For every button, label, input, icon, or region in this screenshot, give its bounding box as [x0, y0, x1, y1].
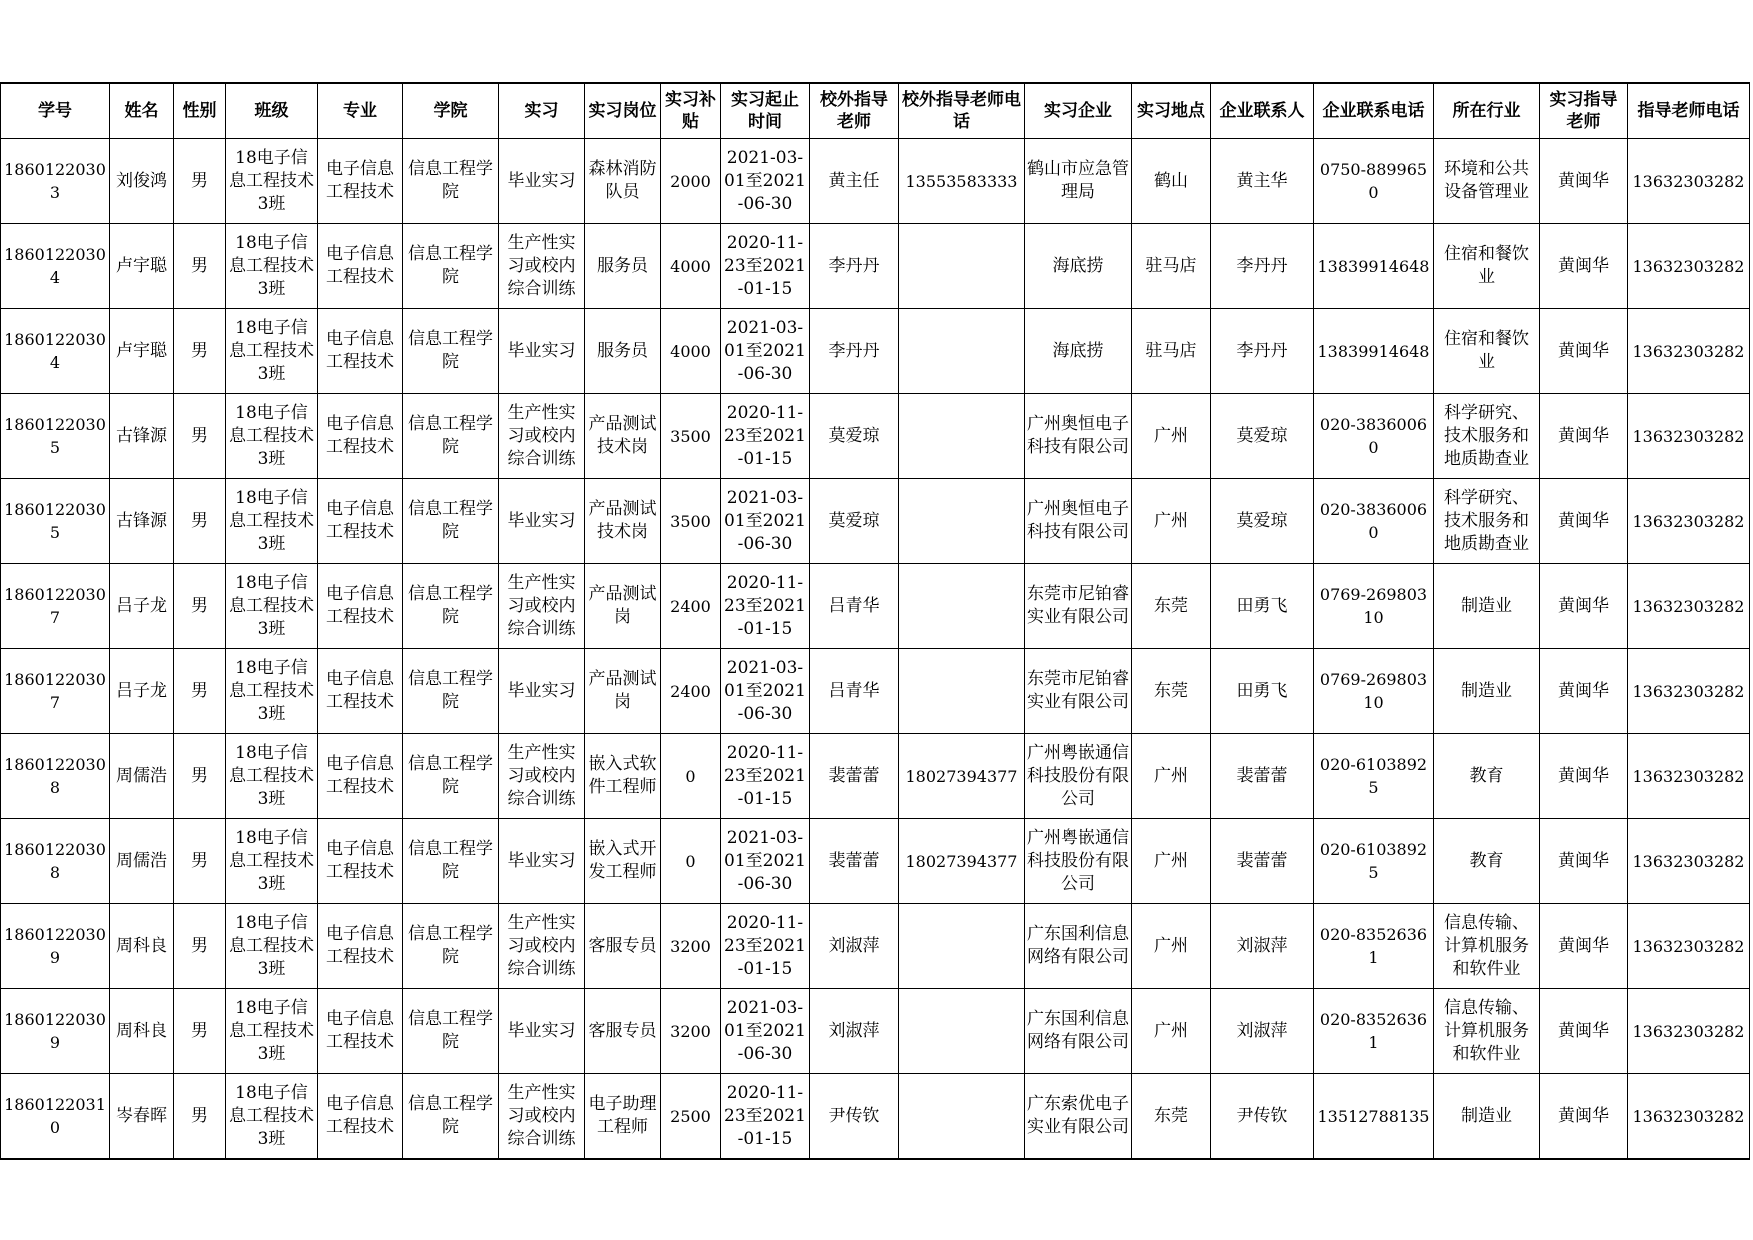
table-cell: 3500 [661, 479, 721, 564]
table-cell: 13839914648 [1314, 309, 1434, 394]
table-cell: 020-61038925 [1314, 819, 1434, 904]
col-header: 校外指导老师 [810, 83, 899, 139]
table-cell: 卢宇聪 [110, 309, 174, 394]
table-cell: 男 [174, 1074, 226, 1160]
col-header: 实习地点 [1132, 83, 1211, 139]
table-cell: 男 [174, 904, 226, 989]
table-cell: 电子信息工程技术 [318, 734, 403, 819]
table-cell: 13632303282 [1628, 734, 1750, 819]
col-header: 所在行业 [1434, 83, 1540, 139]
table-cell: 莫爱琼 [1211, 394, 1314, 479]
table-row [1, 394, 1750, 479]
col-header: 实习补贴 [661, 83, 721, 139]
table-cell: 18601220307 [1, 564, 110, 649]
col-header: 姓名 [110, 83, 174, 139]
table-cell: 广东索优电子实业有限公司 [1025, 1074, 1132, 1160]
table-cell: 教育 [1434, 819, 1540, 904]
table-cell [899, 479, 1025, 564]
table-cell: 男 [174, 479, 226, 564]
table-cell: 客服专员 [585, 904, 661, 989]
table-cell: 住宿和餐饮业 [1434, 309, 1540, 394]
table-cell: 男 [174, 394, 226, 479]
table-cell: 男 [174, 734, 226, 819]
table-cell: 18电子信息工程技术3班 [226, 139, 318, 224]
table-cell: 黄闽华 [1540, 139, 1628, 224]
table-cell: 鹤山市应急管理局 [1025, 139, 1132, 224]
table-cell: 产品测试技术岗 [585, 394, 661, 479]
table-cell: 13632303282 [1628, 904, 1750, 989]
table-cell: 信息工程学院 [403, 819, 499, 904]
table-cell: 2021-03-01至2021-06-30 [721, 989, 810, 1074]
col-header: 校外指导老师电话 [899, 83, 1025, 139]
table-cell: 3200 [661, 989, 721, 1074]
table-cell: 毕业实习 [499, 479, 585, 564]
col-header: 性别 [174, 83, 226, 139]
table-cell: 刘淑萍 [1211, 904, 1314, 989]
table-cell: 裴蕾蕾 [810, 734, 899, 819]
col-header: 学院 [403, 83, 499, 139]
table-cell: 男 [174, 989, 226, 1074]
table-cell: 男 [174, 564, 226, 649]
table-cell: 电子助理工程师 [585, 1074, 661, 1160]
header-row [1, 83, 1750, 139]
table-cell: 黄闽华 [1540, 479, 1628, 564]
table-cell: 18027394377 [899, 734, 1025, 819]
table-cell: 黄闽华 [1540, 734, 1628, 819]
table-cell: 2021-03-01至2021-06-30 [721, 139, 810, 224]
table-cell: 刘俊鸿 [110, 139, 174, 224]
table-cell: 广州 [1132, 819, 1211, 904]
table-cell: 广东国利信息网络有限公司 [1025, 904, 1132, 989]
table-cell: 13632303282 [1628, 309, 1750, 394]
table-cell: 广州 [1132, 479, 1211, 564]
table-cell: 信息工程学院 [403, 989, 499, 1074]
table-cell: 18601220308 [1, 734, 110, 819]
table-cell: 男 [174, 139, 226, 224]
table-cell [899, 309, 1025, 394]
table-cell: 2020-11-23至2021-01-15 [721, 904, 810, 989]
table-cell: 13553583333 [899, 139, 1025, 224]
table-cell: 13632303282 [1628, 479, 1750, 564]
table-cell: 18601220305 [1, 394, 110, 479]
table-cell: 海底捞 [1025, 309, 1132, 394]
table-cell: 0769-26980310 [1314, 649, 1434, 734]
col-header: 实习岗位 [585, 83, 661, 139]
table-cell: 2500 [661, 1074, 721, 1160]
table-cell: 黄闽华 [1540, 904, 1628, 989]
table-row [1, 479, 1750, 564]
table-cell: 电子信息工程技术 [318, 904, 403, 989]
table-cell: 尹传钦 [810, 1074, 899, 1160]
table-cell: 电子信息工程技术 [318, 309, 403, 394]
table-row [1, 904, 1750, 989]
table-cell: 18601220309 [1, 904, 110, 989]
table-cell: 2021-03-01至2021-06-30 [721, 819, 810, 904]
table-cell: 毕业实习 [499, 139, 585, 224]
table-cell: 信息工程学院 [403, 904, 499, 989]
table-cell: 住宿和餐饮业 [1434, 224, 1540, 309]
table-cell: 吕青华 [810, 564, 899, 649]
table-cell: 信息工程学院 [403, 1074, 499, 1160]
col-header: 实习 [499, 83, 585, 139]
table-cell: 黄闽华 [1540, 819, 1628, 904]
table-cell: 广州奥恒电子科技有限公司 [1025, 479, 1132, 564]
table-cell [899, 649, 1025, 734]
table-row [1, 564, 1750, 649]
table-row [1, 309, 1750, 394]
table-cell: 广州粤嵌通信科技股份有限公司 [1025, 734, 1132, 819]
table-row [1, 989, 1750, 1074]
table-cell: 东莞 [1132, 564, 1211, 649]
table-cell: 刘淑萍 [810, 989, 899, 1074]
table-cell: 18601220308 [1, 819, 110, 904]
table-cell: 生产性实习或校内综合训练 [499, 564, 585, 649]
table-cell: 13839914648 [1314, 224, 1434, 309]
table-cell: 产品测试岗 [585, 649, 661, 734]
table-cell: 尹传钦 [1211, 1074, 1314, 1160]
table-cell: 男 [174, 649, 226, 734]
table-cell: 信息工程学院 [403, 564, 499, 649]
table-cell [899, 904, 1025, 989]
table-cell: 黄闽华 [1540, 1074, 1628, 1160]
table-cell: 信息工程学院 [403, 734, 499, 819]
table-cell: 生产性实习或校内综合训练 [499, 394, 585, 479]
table-cell: 刘淑萍 [1211, 989, 1314, 1074]
table-cell: 电子信息工程技术 [318, 479, 403, 564]
table-cell: 信息工程学院 [403, 139, 499, 224]
table-cell: 吕子龙 [110, 649, 174, 734]
table-cell: 0 [661, 734, 721, 819]
table-cell: 电子信息工程技术 [318, 1074, 403, 1160]
table-cell: 2021-03-01至2021-06-30 [721, 479, 810, 564]
col-header: 指导老师电话 [1628, 83, 1750, 139]
table-cell: 2400 [661, 564, 721, 649]
table-cell: 制造业 [1434, 649, 1540, 734]
table-body [1, 139, 1750, 1160]
table-cell: 生产性实习或校内综合训练 [499, 1074, 585, 1160]
table-cell: 信息工程学院 [403, 649, 499, 734]
table-cell: 李丹丹 [810, 309, 899, 394]
table-cell: 电子信息工程技术 [318, 224, 403, 309]
table-cell [899, 564, 1025, 649]
col-header: 实习起止时间 [721, 83, 810, 139]
table-cell: 13632303282 [1628, 394, 1750, 479]
table-cell: 驻马店 [1132, 309, 1211, 394]
internship-table [0, 82, 1750, 1160]
table-cell: 2400 [661, 649, 721, 734]
table-cell: 电子信息工程技术 [318, 819, 403, 904]
table-cell [899, 224, 1025, 309]
table-cell: 生产性实习或校内综合训练 [499, 904, 585, 989]
table-cell: 18027394377 [899, 819, 1025, 904]
table-cell: 信息传输、计算机服务和软件业 [1434, 989, 1540, 1074]
table-cell: 电子信息工程技术 [318, 394, 403, 479]
table-cell: 广州 [1132, 989, 1211, 1074]
table-cell: 18601220309 [1, 989, 110, 1074]
table-cell: 制造业 [1434, 1074, 1540, 1160]
table-cell: 2021-03-01至2021-06-30 [721, 309, 810, 394]
table-cell: 4000 [661, 224, 721, 309]
table-cell: 18电子信息工程技术3班 [226, 224, 318, 309]
table-cell: 田勇飞 [1211, 564, 1314, 649]
table-cell: 服务员 [585, 309, 661, 394]
table-cell: 18电子信息工程技术3班 [226, 564, 318, 649]
table-cell: 古锋源 [110, 394, 174, 479]
table-cell: 广州 [1132, 734, 1211, 819]
table-row [1, 819, 1750, 904]
table-cell: 13632303282 [1628, 649, 1750, 734]
table-cell: 毕业实习 [499, 989, 585, 1074]
table-cell: 黄闽华 [1540, 649, 1628, 734]
table-cell: 020-61038925 [1314, 734, 1434, 819]
table-cell: 020-83526361 [1314, 989, 1434, 1074]
table-cell: 东莞市尼铂睿实业有限公司 [1025, 649, 1132, 734]
table-cell: 18601220307 [1, 649, 110, 734]
table-row [1, 649, 1750, 734]
table-cell: 裴蕾蕾 [810, 819, 899, 904]
table-cell: 海底捞 [1025, 224, 1132, 309]
table-cell: 18电子信息工程技术3班 [226, 819, 318, 904]
table-cell: 信息工程学院 [403, 479, 499, 564]
table-cell: 18电子信息工程技术3班 [226, 989, 318, 1074]
table-cell: 男 [174, 309, 226, 394]
table-cell: 裴蕾蕾 [1211, 819, 1314, 904]
table-cell: 黄闽华 [1540, 564, 1628, 649]
table-cell: 黄闽华 [1540, 394, 1628, 479]
table-row [1, 734, 1750, 819]
table-cell: 男 [174, 224, 226, 309]
table-cell: 2000 [661, 139, 721, 224]
table-cell: 18电子信息工程技术3班 [226, 649, 318, 734]
col-header: 实习指导老师 [1540, 83, 1628, 139]
table-cell [899, 989, 1025, 1074]
table-cell: 信息工程学院 [403, 394, 499, 479]
table-cell: 18601220310 [1, 1074, 110, 1160]
table-cell: 电子信息工程技术 [318, 139, 403, 224]
col-header: 企业联系人 [1211, 83, 1314, 139]
table-cell: 男 [174, 819, 226, 904]
table-cell: 18电子信息工程技术3班 [226, 309, 318, 394]
table-cell: 东莞 [1132, 1074, 1211, 1160]
table-cell: 4000 [661, 309, 721, 394]
table-cell: 莫爱琼 [810, 394, 899, 479]
table-cell: 吕青华 [810, 649, 899, 734]
table-cell [899, 394, 1025, 479]
table-cell: 2020-11-23至2021-01-15 [721, 394, 810, 479]
table-cell: 13512788135 [1314, 1074, 1434, 1160]
table-cell: 18电子信息工程技术3班 [226, 904, 318, 989]
table-cell: 黄主任 [810, 139, 899, 224]
col-header: 学号 [1, 83, 110, 139]
table-cell: 裴蕾蕾 [1211, 734, 1314, 819]
col-header: 班级 [226, 83, 318, 139]
table-cell: 0 [661, 819, 721, 904]
table-cell: 周科良 [110, 904, 174, 989]
table-cell: 李丹丹 [1211, 309, 1314, 394]
table-cell: 周儒浩 [110, 734, 174, 819]
table-cell: 周儒浩 [110, 819, 174, 904]
table-cell: 电子信息工程技术 [318, 564, 403, 649]
table-cell: 毕业实习 [499, 649, 585, 734]
table-cell: 毕业实习 [499, 309, 585, 394]
table-cell: 020-38360060 [1314, 479, 1434, 564]
table-cell: 0750-8899650 [1314, 139, 1434, 224]
table-cell: 黄闽华 [1540, 309, 1628, 394]
table-row [1, 139, 1750, 224]
table-cell: 嵌入式开发工程师 [585, 819, 661, 904]
table-cell: 莫爱琼 [1211, 479, 1314, 564]
table-cell: 科学研究、技术服务和地质勘查业 [1434, 394, 1540, 479]
table-cell: 2021-03-01至2021-06-30 [721, 649, 810, 734]
table-cell: 18601220305 [1, 479, 110, 564]
table-cell: 生产性实习或校内综合训练 [499, 224, 585, 309]
col-header: 实习企业 [1025, 83, 1132, 139]
table-cell: 科学研究、技术服务和地质勘查业 [1434, 479, 1540, 564]
table-cell: 18电子信息工程技术3班 [226, 479, 318, 564]
table-cell: 黄闽华 [1540, 989, 1628, 1074]
table-cell: 信息工程学院 [403, 224, 499, 309]
table-cell: 产品测试岗 [585, 564, 661, 649]
table-cell: 18电子信息工程技术3班 [226, 394, 318, 479]
table-row [1, 1074, 1750, 1160]
table-cell: 2020-11-23至2021-01-15 [721, 1074, 810, 1160]
table-cell: 2020-11-23至2021-01-15 [721, 564, 810, 649]
table-cell: 2020-11-23至2021-01-15 [721, 734, 810, 819]
table-cell: 服务员 [585, 224, 661, 309]
table-cell: 广州 [1132, 904, 1211, 989]
table-cell: 18电子信息工程技术3班 [226, 1074, 318, 1160]
table-cell: 信息工程学院 [403, 309, 499, 394]
table-cell: 毕业实习 [499, 819, 585, 904]
table-row [1, 224, 1750, 309]
table-cell: 周科良 [110, 989, 174, 1074]
table-cell: 020-38360060 [1314, 394, 1434, 479]
table-cell: 广州 [1132, 394, 1211, 479]
table-cell: 东莞市尼铂睿实业有限公司 [1025, 564, 1132, 649]
table-cell: 13632303282 [1628, 1074, 1750, 1160]
table-cell: 黄闽华 [1540, 224, 1628, 309]
table-cell: 3200 [661, 904, 721, 989]
table-cell: 电子信息工程技术 [318, 649, 403, 734]
col-header: 企业联系电话 [1314, 83, 1434, 139]
table-cell: 鹤山 [1132, 139, 1211, 224]
table-cell: 18601220303 [1, 139, 110, 224]
table-cell: 卢宇聪 [110, 224, 174, 309]
table-cell: 产品测试技术岗 [585, 479, 661, 564]
table-cell: 李丹丹 [1211, 224, 1314, 309]
table-cell: 0769-26980310 [1314, 564, 1434, 649]
table-cell: 13632303282 [1628, 989, 1750, 1074]
table-cell: 制造业 [1434, 564, 1540, 649]
table-cell: 客服专员 [585, 989, 661, 1074]
table-cell: 李丹丹 [810, 224, 899, 309]
table-cell: 广州粤嵌通信科技股份有限公司 [1025, 819, 1132, 904]
table-cell: 古锋源 [110, 479, 174, 564]
table-cell: 13632303282 [1628, 139, 1750, 224]
table-cell: 教育 [1434, 734, 1540, 819]
table-cell: 信息传输、计算机服务和软件业 [1434, 904, 1540, 989]
table-cell: 18601220304 [1, 309, 110, 394]
table-cell: 嵌入式软件工程师 [585, 734, 661, 819]
table-cell: 广东国利信息网络有限公司 [1025, 989, 1132, 1074]
table-cell: 13632303282 [1628, 224, 1750, 309]
table-cell: 13632303282 [1628, 564, 1750, 649]
table-cell: 莫爱琼 [810, 479, 899, 564]
table-cell: 3500 [661, 394, 721, 479]
table-cell: 2020-11-23至2021-01-15 [721, 224, 810, 309]
table-cell: 生产性实习或校内综合训练 [499, 734, 585, 819]
table-cell: 020-83526361 [1314, 904, 1434, 989]
table-cell: 森林消防队员 [585, 139, 661, 224]
table-cell: 刘淑萍 [810, 904, 899, 989]
table-cell [899, 1074, 1025, 1160]
col-header: 专业 [318, 83, 403, 139]
table-cell: 吕子龙 [110, 564, 174, 649]
table-cell: 田勇飞 [1211, 649, 1314, 734]
table-cell: 电子信息工程技术 [318, 989, 403, 1074]
table-cell: 驻马店 [1132, 224, 1211, 309]
table-cell: 黄主华 [1211, 139, 1314, 224]
table-cell: 18601220304 [1, 224, 110, 309]
table-cell: 广州奥恒电子科技有限公司 [1025, 394, 1132, 479]
table-cell: 13632303282 [1628, 819, 1750, 904]
table-cell: 18电子信息工程技术3班 [226, 734, 318, 819]
table-cell: 东莞 [1132, 649, 1211, 734]
table-cell: 环境和公共设备管理业 [1434, 139, 1540, 224]
table-cell: 岑春晖 [110, 1074, 174, 1160]
